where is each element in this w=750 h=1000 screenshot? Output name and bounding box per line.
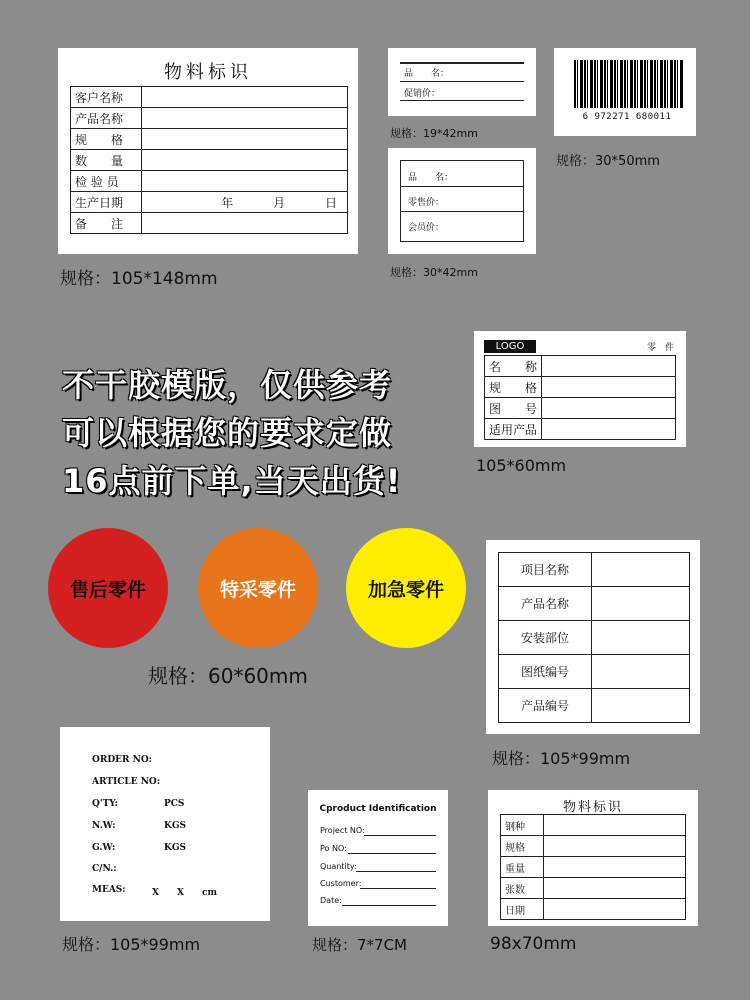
field-nw-unit: KGS [164, 821, 187, 831]
row-label: 图 号 [485, 398, 542, 419]
row-label: 项目名称 [499, 553, 592, 587]
row-label: 适用产品 [485, 419, 542, 440]
row-label: 备 注 [71, 213, 142, 234]
row-label: 规 格 [485, 377, 542, 398]
row-label: 品 名： [408, 173, 454, 183]
row-label: Po NO: [320, 844, 347, 853]
row-label: 重量 [501, 857, 544, 878]
part-label-table [484, 355, 676, 440]
material-label-small-table [500, 814, 686, 920]
row-label: 会员价： [408, 223, 445, 233]
row-label: Quantity: [320, 862, 357, 871]
caption-label4: 规格：30*50mm [556, 154, 660, 169]
barcode-icon [574, 60, 684, 108]
date-day: 日 [324, 195, 337, 210]
circle-label-after-sales: 售后零件 [48, 528, 168, 648]
row-label: 规格 [501, 836, 544, 857]
headline-line-2: 可以根据您的要求定做 [62, 414, 393, 452]
circle-label-urgent: 加急零件 [346, 528, 466, 648]
field-gw: G.W: [92, 843, 116, 853]
barcode-label [554, 48, 696, 136]
row-label: 促销价： [404, 89, 441, 99]
row-label: Date: [320, 896, 342, 905]
field-nw: N.W: [92, 821, 116, 831]
material-label-title: 物料标识 [164, 62, 252, 83]
row-label: 品 名： [404, 69, 450, 79]
price-label-small [388, 48, 536, 116]
row-label: Customer: [320, 879, 362, 888]
project-label-table [498, 552, 690, 723]
circle-label-special: 特采零件 [198, 528, 318, 648]
material-label-table [70, 86, 348, 234]
caption-label3: 规格：30*42mm [390, 266, 478, 279]
row-label: 安装部位 [499, 621, 592, 655]
part-label-title: 零 件 [646, 343, 674, 353]
row-label: 日期 [501, 899, 544, 920]
caption-circles: 规格：60*60mm [148, 664, 308, 688]
row-label: 产品名称 [71, 108, 142, 129]
field-meas-unit: X X cm [152, 888, 217, 898]
caption-label2: 规格：19*42mm [390, 127, 478, 140]
row-label: 零售价： [408, 198, 445, 208]
row-label: 张数 [501, 878, 544, 899]
field-meas: MEAS: [92, 885, 126, 895]
row-label: 图纸编号 [499, 655, 592, 689]
field-cn: C/N.: [92, 864, 117, 874]
material-label-large [58, 48, 358, 254]
date-month: 月 [273, 195, 286, 210]
material-label-small [488, 790, 698, 926]
field-article-no: ARTICLE NO: [92, 777, 161, 787]
row-label: 数 量 [71, 150, 142, 171]
row-label: 产品编号 [499, 689, 592, 723]
row-label: 规 格 [71, 129, 142, 150]
row-label: 客户名称 [71, 87, 142, 108]
row-label: 产品名称 [499, 587, 592, 621]
price-label-medium [388, 148, 536, 254]
caption-label1: 规格：105*148mm [60, 269, 218, 289]
row-label: 检 验 员 [71, 171, 142, 192]
headline-line-1: 不干胶模版，仅供参考 [62, 366, 393, 404]
material-label-small-title: 物料标识 [562, 800, 623, 815]
shipping-label [60, 727, 270, 921]
product-identification-label [308, 790, 448, 926]
caption-label6: 规格：105*99mm [492, 749, 631, 768]
row-label: Project NO: [320, 826, 365, 835]
date-year: 年 [221, 195, 234, 210]
barcode-number: 6 972271 680011 [582, 112, 672, 122]
field-qty: Q'TY: [92, 799, 118, 809]
caption-label7: 规格：105*99mm [62, 935, 201, 954]
logo-box: LOGO [484, 340, 536, 353]
row-label: 钢种 [501, 815, 544, 836]
part-label [474, 331, 686, 447]
caption-label5: 105*60mm [476, 456, 567, 475]
field-order-no: ORDER NO: [92, 755, 152, 765]
headline-line-3: 16点前下单,当天出货! [62, 462, 402, 500]
project-label [486, 540, 700, 734]
field-gw-unit: KGS [164, 843, 187, 853]
row-label: 生产日期 [71, 192, 142, 213]
caption-label8: 规格：7*7CM [312, 936, 408, 954]
field-qty-unit: PCS [164, 799, 185, 809]
row-label: 名 称 [485, 356, 542, 377]
caption-label9: 98x70mm [490, 934, 577, 954]
product-id-title: Cproduct Identification [319, 804, 437, 814]
